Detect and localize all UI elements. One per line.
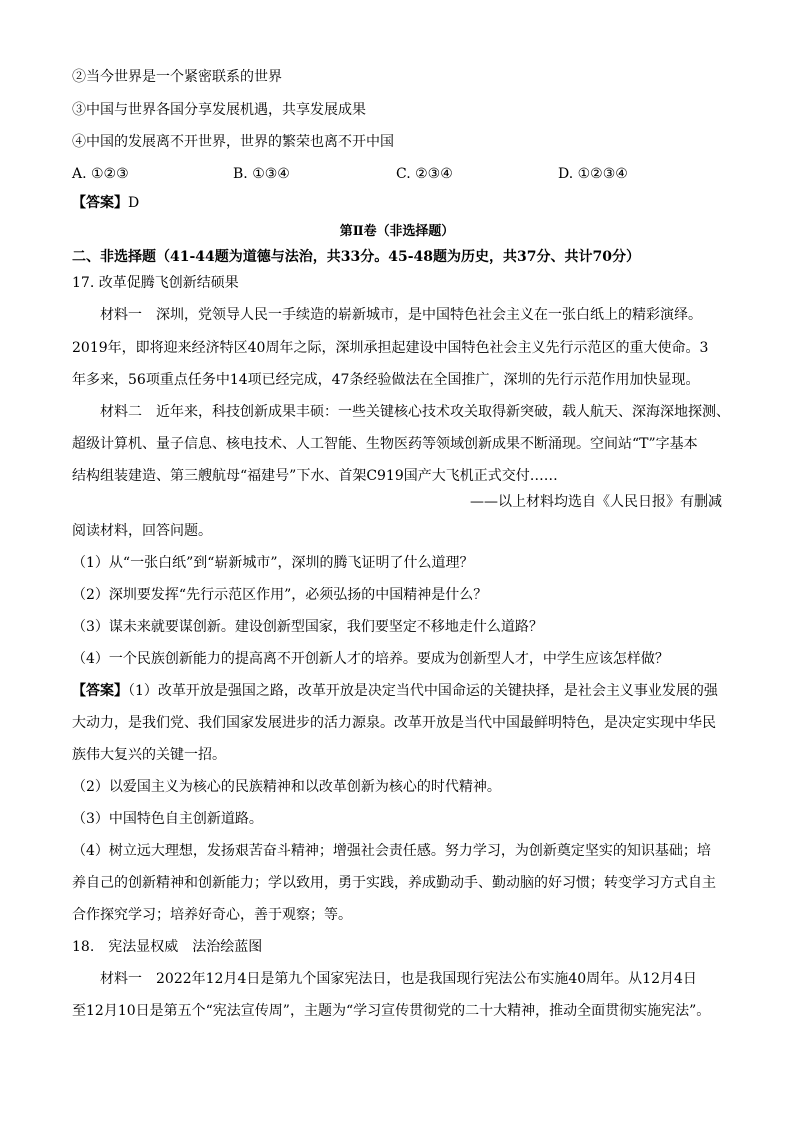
question-17-title: 17. 改革促腾飞创新结硕果: [72, 275, 239, 291]
q17-material1-line2: 2019年，即将迎来经济特区40周年之际，深圳承担起建设中国特色社会主义先行示范区的重大使命。3: [72, 340, 709, 356]
option-item-2: ②当今世界是一个紧密联系的世界: [72, 69, 282, 85]
q17-answer-4-line3: 合作探究学习；培养好奇心，善于观察；等。: [72, 907, 352, 923]
q17-subquestion-2: （2）深圳要发挥“先行示范区作用”，必须弘扬的中国精神是什么？: [72, 587, 488, 603]
q17-material2-line1: 材料二 近年来，科技创新成果丰硕：一些关键核心技术攻关取得新突破，载人航天、深海深地探测、: [100, 404, 730, 420]
answer-text: （1）改革开放是强国之路，改革开放是决定当代中国命运的关键抉择，是社会主义事业发展的强: [128, 683, 718, 699]
answer-label: 【答案】: [72, 195, 128, 211]
q17-answer-1-line3: 族伟大复兴的关键一招。: [72, 747, 226, 763]
q17-material2-line3: 结构组装建造、第三艘航母“福建号”下水、首架C919国产大飞机正式交付……: [72, 468, 558, 484]
q17-answer-4-line1: （4）树立远大理想，发扬艰苦奋斗精神；增强社会责任感。努力学习，为创新奠定坚实的知识基础；培: [72, 843, 711, 859]
q17-material1-line3: 年多来，56项重点任务中14项已经完成，47条经验做法在全国推广，深圳的先行示范作用加快显现。: [72, 372, 700, 388]
q18-material1-line2: 至12月10日是第五个“宪法宣传周”，主题为“学习宣传贯彻党的二十大精神，推动全面贯彻实施宪法”。: [72, 1003, 711, 1019]
option-c: C. ②③④: [396, 166, 453, 182]
option-d: D. ①②③④: [558, 166, 628, 182]
q18-material1-line1: 材料一 2022年12月4日是第九个国家宪法日，也是我国现行宪法公布实施40周年。从12月4日: [100, 971, 697, 987]
q17-answer-2: （2）以爱国主义为核心的民族精神和以改革创新为核心的时代精神。: [72, 779, 501, 795]
option-b: B. ①③④: [233, 166, 290, 182]
q17-answer-1-line2: 大动力，是我们党、我们国家发展进步的活力源泉。改革开放是当代中国最鲜明特色，是决定实现中华民: [72, 715, 716, 731]
option-item-4: ④中国的发展离不开世界，世界的繁荣也离不开中国: [72, 134, 394, 150]
question-18-title: 18. 宪法显权威 法治绘蓝图: [72, 939, 263, 955]
q17-answer-1-line1: [72, 681, 718, 701]
answer-label: 【答案】: [72, 683, 128, 699]
q17-source: ——以上材料均选自《人民日报》有删减: [470, 494, 722, 510]
q17-subquestion-4: （4）一个民族创新能力的提高离不开创新人才的培养。要成为创新型人才，中学生应该怎样做？: [72, 651, 669, 667]
section-title: 第Ⅱ卷（非选择题）: [339, 224, 455, 239]
q17-answer-4-line2: 养自己的创新精神和创新能力；学以致用，勇于实践，养成勤动手、勤动脑的好习惯；转变学习方式自主: [72, 875, 716, 891]
q17-subquestion-1: （1）从“一张白纸”到“崭新城市”，深圳的腾飞证明了什么道理？: [72, 555, 474, 571]
section-subtitle: 二、非选择题（41-44题为道德与法治，共33分。45-48题为历史，共37分、共计70分）: [72, 249, 640, 265]
q17-answer-3: （3）中国特色自主创新道路。: [72, 811, 263, 827]
answer-value: D: [128, 195, 140, 211]
q17-material1-line1: 材料一 深圳，党领导人民一手续造的崭新城市，是中国特色社会主义在一张白纸上的精彩演绎。: [100, 307, 702, 323]
option-a: A. ①②③: [72, 166, 129, 182]
answer-16: [72, 193, 139, 213]
option-item-3: ③中国与世界各国分享发展机遇，共享发展成果: [72, 102, 366, 118]
q17-prompt: 阅读材料，回答问题。: [72, 523, 212, 539]
q17-material2-line2: 超级计算机、量子信息、核电技术、人工智能、生物医药等领域创新成果不断涌现。空间站“T”字基本: [72, 436, 698, 452]
q17-subquestion-3: （3）谋未来就要谋创新。建设创新型国家，我们要坚定不移地走什么道路？: [72, 619, 543, 635]
